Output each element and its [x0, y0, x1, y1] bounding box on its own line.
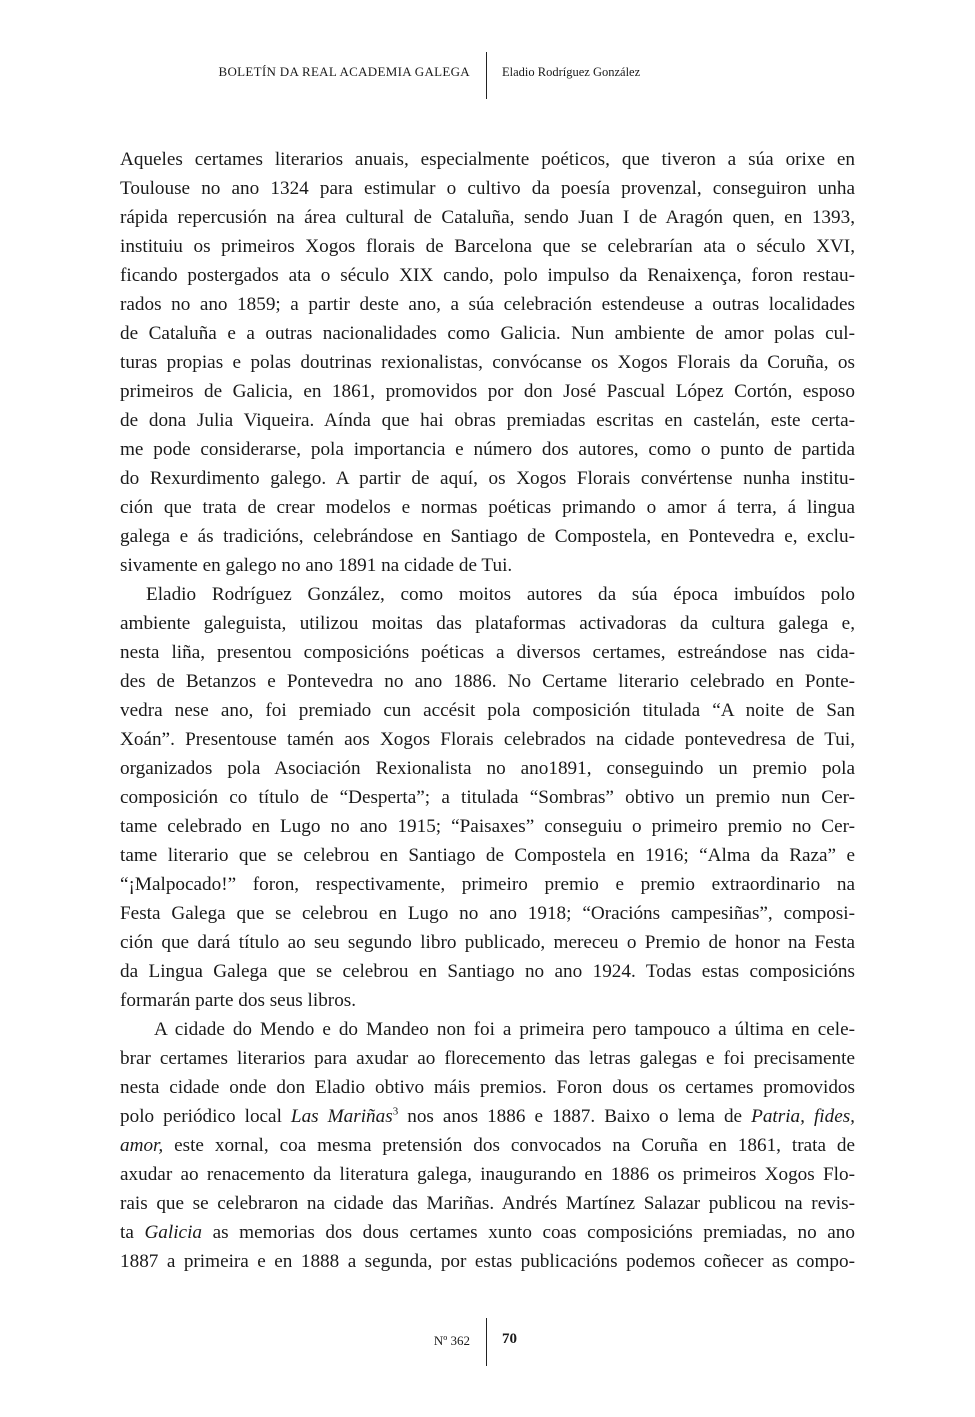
text-line: vedra nese ano, foi premiado cun accésit pola composición titulada “A noite de San — [120, 700, 855, 721]
text-line: amor, este xornal, coa mesma pretensión dos convocados na Coruña en 1861, trata de — [120, 1135, 855, 1156]
footnote-marker[interactable]: 3 — [392, 1105, 399, 1118]
text-line: instituiu os primeiros Xogos florais de Barcelona que se celebrarían ata o século XVI, — [120, 236, 855, 257]
text-line: nesta liña, presentou composicións poéticas a diversos certames, estreándose nas cida- — [120, 642, 855, 663]
text-line: Toulouse no ano 1324 para estimular o cultivo da poesía provenzal, conseguiron unha — [120, 178, 855, 199]
text-line: rados no ano 1859; a partir deste ano, a súa celebración estendeuse a outras localidades — [120, 294, 855, 315]
text-line: formarán parte dos seus libros. — [120, 990, 357, 1011]
text-line: Xoán”. Presentouse tamén aos Xogos Florais celebrados na cidade pontevedresa de Tui, — [120, 729, 855, 750]
running-header — [0, 52, 975, 100]
header-divider — [486, 52, 487, 99]
paragraph — [120, 1015, 855, 1276]
text-line: me pode considerarse, pola importancia e número dos autores, como o punto de partida — [120, 439, 855, 460]
text-line: nesta cidade onde don Eladio obtivo máis premios. Foron dous os certames promovidos — [120, 1077, 855, 1098]
italic-text: Patria, fides, — [751, 1106, 855, 1127]
page-footer — [0, 1318, 975, 1368]
article-body — [120, 145, 855, 1276]
text-line: tame literario que se celebrou en Santiago de Compostela en 1916; “Alma da Raza” e — [120, 845, 855, 866]
text-line: composición co título de “Desperta”; a titulada “Sombras” obtivo un premio nun Cer- — [120, 787, 855, 808]
text-line: brar certames literarios para axudar ao florecemento das letras galegas e foi precisamente — [120, 1048, 855, 1069]
issue-number: Nº 362 — [433, 1333, 470, 1348]
text-line: da Lingua Galega que se celebrou en Santiago no ano 1924. Todas estas composicións — [120, 961, 855, 982]
text-line: Festa Galega que se celebrou en Lugo no ano 1918; “Oracións campesiñas”, composi- — [120, 903, 855, 924]
italic-text: amor, — [120, 1135, 164, 1156]
text-line: primeiros de Galicia, en 1861, promovidos por don José Pascual López Cortón, esposo — [120, 381, 855, 402]
italic-text: Galicia — [144, 1222, 202, 1243]
text-line: do Rexurdimento galego. A partir de aquí, os Xogos Florais convértense nunha institu- — [120, 468, 855, 489]
text-line: sivamente en galego no ano 1891 na cidade de Tui. — [120, 555, 513, 576]
text-line: ficando postergados ata o século XIX cando, polo impulso da Renaixença, foron restau- — [120, 265, 855, 286]
article-author: Eladio Rodríguez González — [502, 65, 641, 79]
text-line: rais que se celebraron na cidade das Mariñas. Andrés Martínez Salazar publicou na revis- — [120, 1193, 855, 1214]
journal-title: BOLETÍN DA REAL ACADEMIA GALEGA — [218, 64, 470, 79]
text-line: 1887 a primeira e en 1888 a segunda, por estas publicacións podemos coñecer as compo- — [120, 1251, 855, 1272]
text-line: axudar ao renacemento da literatura galega, inaugurando en 1886 os primeiros Xogos Flo- — [120, 1164, 855, 1185]
text-line: ción que dará título ao seu segundo libro publicado, mereceu o Premio de honor na Festa — [120, 932, 855, 953]
text-line: Eladio Rodríguez González, como moitos autores da súa época imbuídos polo — [146, 584, 855, 605]
footer-divider — [486, 1318, 487, 1366]
text-line: des de Betanzos e Pontevedra no ano 1886. No Certame literario celebrado en Ponte- — [120, 671, 855, 692]
text-line: tame celebrado en Lugo no ano 1915; “Paisaxes” conseguiu o primeiro premio no Cer- — [120, 816, 855, 837]
page-number: 70 — [502, 1331, 517, 1347]
text-line: “¡Malpocado!” foron, respectivamente, primeiro premio e premio extraordinario na — [120, 874, 855, 895]
paragraph — [120, 580, 855, 1015]
text-line: turas propias e polas doutrinas rexionalistas, convócanse os Xogos Florais da Coruña, os — [120, 352, 855, 373]
text-line: polo periódico local Las Mariñas$^3$ nos anos 1886 e 1887. Baixo o lema de Patria, fides, — [120, 1105, 855, 1127]
text-line: Aqueles certames literarios anuais, especialmente poéticos, que tiveron a súa orixe en — [120, 149, 855, 170]
text-line: ta Galicia as memorias dos dous certames xunto coas composicións premiadas, no ano — [120, 1222, 855, 1243]
text-line: ción que trata de crear modelos e normas poéticas primando o amor á terra, á lingua — [120, 497, 855, 518]
text-line: A cidade do Mendo e do Mandeo non foi a primeira pero tampouco a última en cele- — [154, 1019, 855, 1040]
paragraph — [120, 145, 855, 580]
text-line: de Cataluña e a outras nacionalidades como Galicia. Nun ambiente de amor polas cul- — [120, 323, 855, 344]
text-line: rápida repercusión na área cultural de Cataluña, sendo Juan I de Aragón quen, en 1393, — [120, 207, 855, 228]
text-line: ambiente galeguista, utilizou moitas das plataformas activadoras da cultura galega e, — [120, 613, 855, 634]
text-line: organizados pola Asociación Rexionalista no ano1891, conseguindo un premio pola — [120, 758, 855, 779]
text-line: de dona Julia Viqueira. Aínda que hai obras premiadas escritas en castelán, este certa- — [120, 410, 855, 431]
italic-text: Las Mariñas — [290, 1106, 393, 1127]
text-line: galega e ás tradicións, celebrándose en Santiago de Compostela, en Pontevedra e, exclu- — [120, 526, 855, 547]
